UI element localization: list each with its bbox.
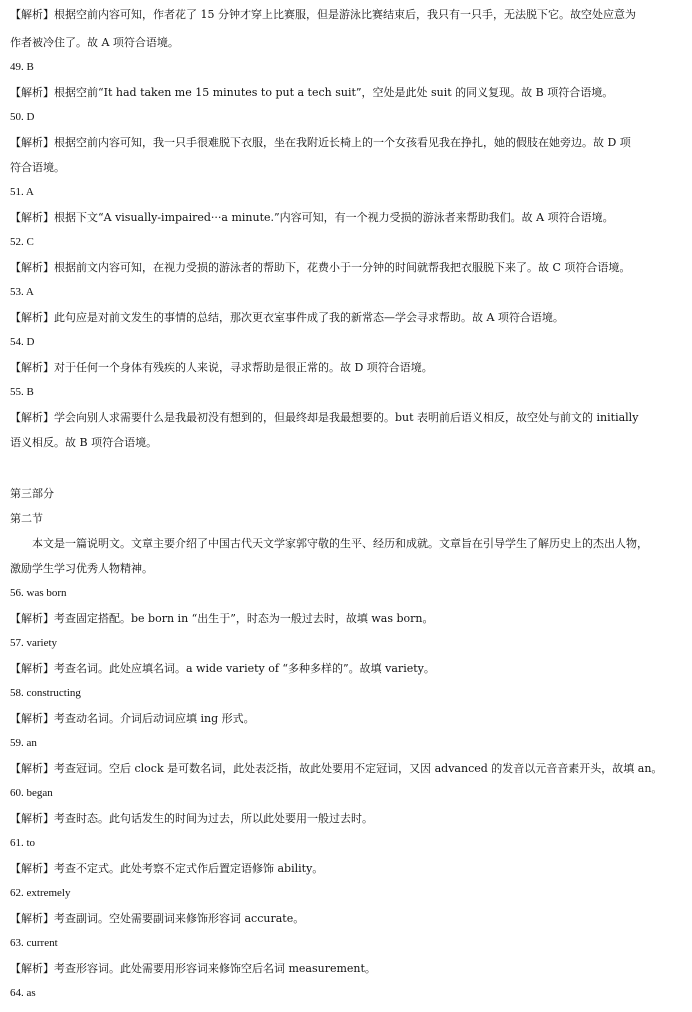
analysis-line: 【解析】根据下文“A visually-impaired···a minute.”内容可知，有一个视力受损的游泳者来帮助我们。故 A 项符合语境。 xyxy=(10,211,614,224)
answer-number: 58. constructing xyxy=(10,687,81,699)
answer-number: 54. D xyxy=(10,336,35,348)
analysis-line: 【解析】根据前文内容可知，在视力受损的游泳者的帮助下，花费小于一分钟的时间就帮我把衣服脱下来了。故 C 项符合语境。 xyxy=(10,261,631,274)
analysis-line: 第三部分 xyxy=(10,487,54,500)
analysis-line: 【解析】考查形容词。此处需要用形容词来修饰空后名词 measurement。 xyxy=(10,962,376,975)
answer-number: 60. began xyxy=(10,787,53,799)
answer-number: 56. was born xyxy=(10,587,67,599)
answer-number: 64. as xyxy=(10,987,36,999)
analysis-line: 【解析】考查动名词。介词后动词应填 ing 形式。 xyxy=(10,712,255,725)
analysis-line: 【解析】考查不定式。此处考察不定式作后置定语修饰 ability。 xyxy=(10,862,324,875)
analysis-line: 激励学生学习优秀人物精神。 xyxy=(10,562,153,575)
answer-number: 53. A xyxy=(10,286,34,298)
analysis-line: 【解析】考查固定搭配。be born in “出生于”，时态为一般过去时，故填 was born。 xyxy=(10,612,434,625)
answer-number: 63. current xyxy=(10,937,58,949)
analysis-line: 作者被冷住了。故 A 项符合语境。 xyxy=(10,36,179,49)
analysis-line: 【解析】根据空前内容可知，我一只手很难脱下衣服，坐在我附近长椅上的一个女孩看见我在挣扎，她的假肢在她旁边。故 D 项 xyxy=(10,136,631,149)
analysis-line: 符合语境。 xyxy=(10,161,65,174)
analysis-line: 【解析】对于任何一个身体有残疾的人来说，寻求帮助是很正常的。故 D 项符合语境。 xyxy=(10,361,433,374)
analysis-line: 语义相反。故 B 项符合语境。 xyxy=(10,436,158,449)
analysis-line: 【解析】根据空前内容可知，作者花了 15 分钟才穿上比赛服，但是游泳比赛结束后，我只有一只手，无法脱下它。故空处应意为 xyxy=(10,8,636,21)
answer-number: 51. A xyxy=(10,186,34,198)
analysis-line: 【解析】考查副词。空处需要副词来修饰形容词 accurate。 xyxy=(10,912,305,925)
analysis-line: 【解析】此句应是对前文发生的事情的总结，那次更衣室事件成了我的新常态—学会寻求帮助。故 A 项符合语境。 xyxy=(10,311,564,324)
answer-number: 55. B xyxy=(10,386,34,398)
analysis-line: 【解析】根据空前“It had taken me 15 minutes to put a tech suit”，空处是此处 suit 的同义复现。故 B 项符合语境。 xyxy=(10,86,614,99)
analysis-line: 【解析】考查冠词。空后 clock 是可数名词，此处表泛指，故此处要用不定冠词，又因 advanced 的发音以元音音素开头，故填 an。 xyxy=(10,762,663,775)
answer-number: 50. D xyxy=(10,111,35,123)
analysis-line: 第二节 xyxy=(10,512,43,525)
answer-number: 61. to xyxy=(10,837,36,849)
analysis-line: 【解析】考查名词。此处应填名词。a wide variety of “多种多样的”。故填 variety。 xyxy=(10,662,435,675)
answer-number: 52. C xyxy=(10,236,34,248)
answer-number: 57. variety xyxy=(10,637,58,649)
summary-paragraph: 本文是一篇说明文。文章主要介绍了中国古代天文学家郭守敬的生平、经历和成就。文章旨在引导学生了解历史上的杰出人物， xyxy=(32,537,648,550)
answer-number: 62. extremely xyxy=(10,887,71,899)
answer-number: 59. an xyxy=(10,737,37,749)
analysis-line: 【解析】学会向别人求需要什么是我最初没有想到的，但最终却是我最想要的。but 表明前后语义相反，故空处与前文的 initially xyxy=(10,411,639,424)
analysis-line: 【解析】考查时态。此句话发生的时间为过去，所以此处要用一般过去时。 xyxy=(10,812,373,825)
answer-number: 49. B xyxy=(10,61,34,73)
